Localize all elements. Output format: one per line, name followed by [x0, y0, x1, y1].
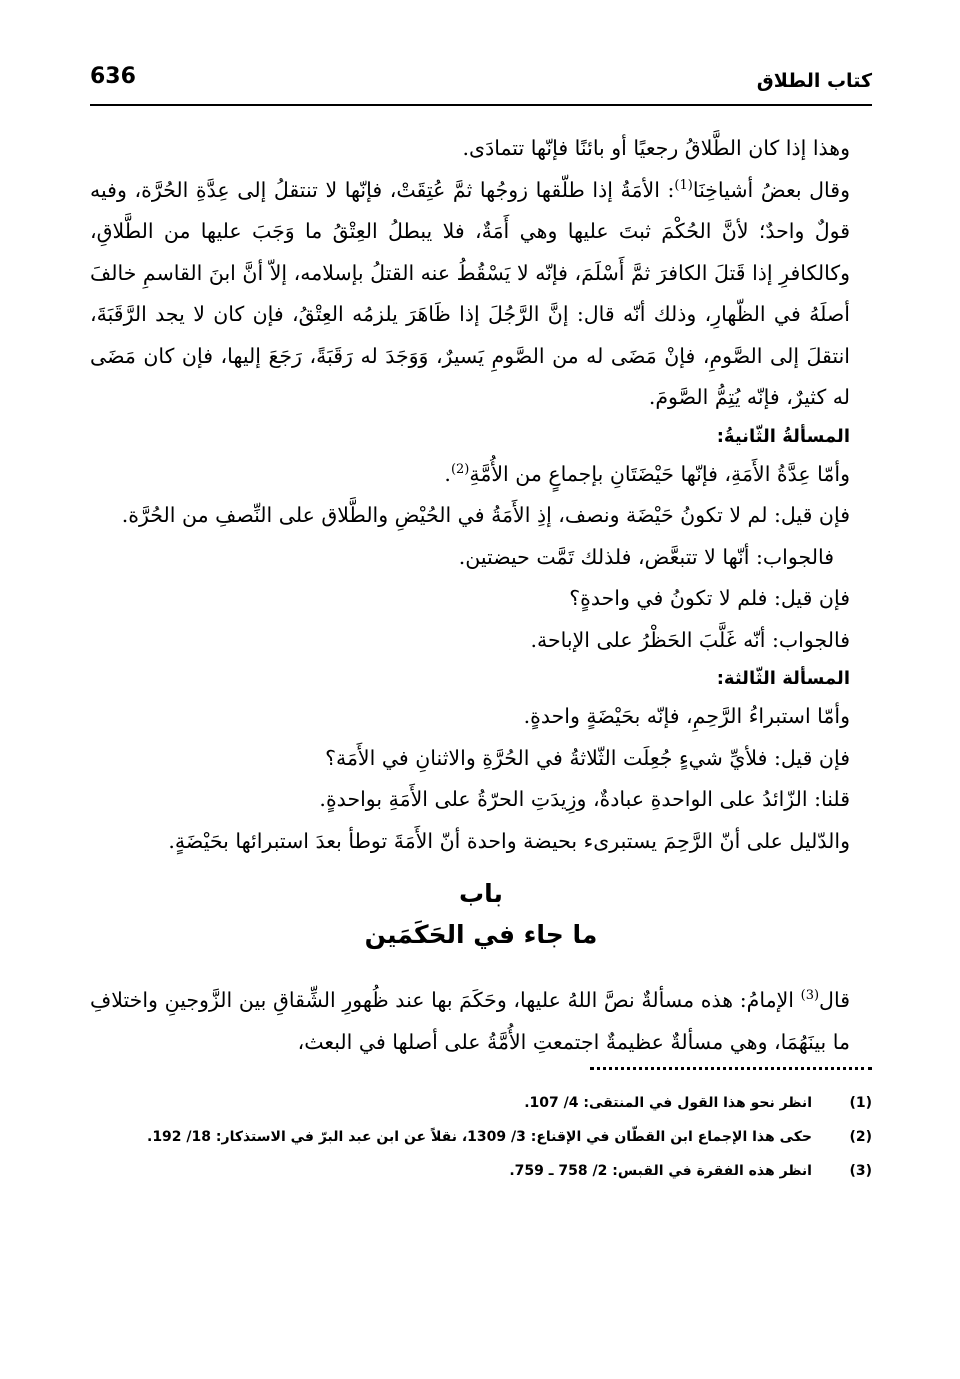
footnote-text: حكى هذا الإجماع ابن القطّان في الإقناع: 3/ 1309، نقلاً عن ابن عبد البرّ في الاستذكار: 18/ 192.	[146, 1129, 812, 1145]
chapter-title: ما جاء في الحَكَمَين	[364, 920, 598, 949]
book-page	[90, 62, 872, 1362]
paragraph: وأمّا استبراءُ الرَّحِمِ، فإنّه بحَيْضَةٍ واحدةٍ.	[523, 704, 850, 728]
paragraph: فإن قيل: لم لا تكونُ حَيْضَة ونصف، إذِ الأَمَةُ في الحُيْضِ والطَّلاق على النِّصفِ من الحُرَّة.	[121, 503, 850, 527]
paragraph: قلنا: الزّائدُ على الواحدةِ عبادةٌ، وزِيدَتِ الحرّةُ على الأَمَةِ بواحدةٍ.	[319, 787, 850, 811]
footnote-number: (2)	[849, 1129, 872, 1145]
footnote	[90, 1086, 872, 1120]
footnote-ref: (3)	[800, 988, 820, 1004]
paragraph: فإن قيل: فلأيِّ شيءٍ جُعِلَت الثّلاثةُ في الحُرَّةِ والاثنانِ في الأَمَة؟	[325, 745, 850, 770]
footnotes	[90, 1086, 872, 1188]
chapter-label: باب	[459, 879, 503, 908]
footnote	[90, 1120, 872, 1154]
paragraph: وهذا إذا كان الطَّلاقُ رجعيًا أو بائنًا فإنّها تتمادَى.	[462, 136, 850, 160]
paragraph-text: قال	[819, 988, 850, 1012]
footnote-text: انظر نحو هذا القول في المنتقى: 4/ 107.	[524, 1095, 812, 1111]
footnote-ref: (1)	[674, 177, 693, 193]
paragraph-text: .	[444, 461, 451, 486]
section-heading: المسألةُ الثّانيةُ:	[716, 425, 850, 447]
footnote-ref: (2)	[450, 461, 470, 477]
paragraph: فالجواب: أنّها لا تتبعَّض، فلذلك تَمَّت حيضتين.	[458, 544, 834, 569]
paragraph-text: : الأمَةُ إذا طلّقها زوجُها ثمَّ عُتِقَتْ، فإنّها لا تنتقلُ إلى عِدَّةِ الحُرَّة، وفيه قولٌ واحدٌ؛ لأنَّ الحُكْمَ ثبتَ عليها وهي أَمَةٌ، فلا يبطلُ العِتْقُ ما وَجَبَ عليها من الطَّلاقِ، وكالكافرِ إذا قَتلَ الكافرَ ثمَّ أَسْلَمَ، فإنّه لا يَسْقُطُ عنه القتلُ بإسلامه، إلاّ أنَّ ابنَ القاسمِ خالفَ أصلَهُ في الظّهارِ، وذلك أنّه قال: إنَّ الرَّجُلَ إذا ظَاهَرَ يلزمُه العِتْقُ، فإن كان لا يجد الرَّقَبَةَ، انتقلَ إلى الصَّومِ، فإنْ مَضَى له من الصَّومِ يَسيرٌ، وَوَجَدَ له رَقَبَةً، رَجَعَ إليها، فإن كان مَضَى له كثيرٌ، فإنّه يُتِمُّ الصَّومَ.	[90, 177, 850, 409]
paragraph	[90, 170, 872, 419]
book-title: كتاب الطلاق	[756, 70, 872, 92]
section-heading: المسألة الثّالثة:	[716, 668, 850, 689]
paragraph-text: وقال بعضُ أشياخِنَا	[692, 177, 850, 202]
page-header	[90, 62, 872, 106]
main-text	[90, 128, 872, 1063]
paragraph	[90, 454, 872, 496]
page-number: 636	[90, 64, 136, 89]
footnote-text: انظر هذه الفقرة في القبس: 2/ 758 ـ 759.	[509, 1163, 812, 1179]
footnote-number: (3)	[849, 1163, 872, 1179]
footnote-number: (1)	[849, 1095, 872, 1111]
paragraph-text: الإمامُ: هذه مسألةٌ نصَّ اللهُ عليها، وحَكَمَ بها عند ظُهورِ الشِّقاقِ بين الزَّوجينِ واختلافِ ما بينَهُمَا، وهي مسألةٌ عظيمةٌ اجتمعتِ الأُمَّةُ على أصلها في البعث،	[90, 988, 850, 1054]
paragraph: فالجواب: أنّه غَلَّبَ الحَظْرُ على الإباحة.	[530, 627, 850, 652]
paragraph	[90, 980, 872, 1063]
paragraph-text: وأمّا عِدَّةُ الأَمَةِ، فإنّها حَيْضَتَانِ بإجماعٍ من الأُمَّةِ	[469, 461, 850, 486]
paragraph: والدّليل على أنّ الرَّحِمَ يستبرىء بحيضة واحدة أنّ الأَمَةَ توطأ بعدَ استبرائها بحَيْضَةٍ.	[168, 828, 850, 853]
footnote	[90, 1154, 872, 1188]
paragraph: فإن قيل: فلم لا تكونُ في واحدةٍ؟	[569, 586, 850, 610]
footnote-separator	[590, 1067, 872, 1070]
